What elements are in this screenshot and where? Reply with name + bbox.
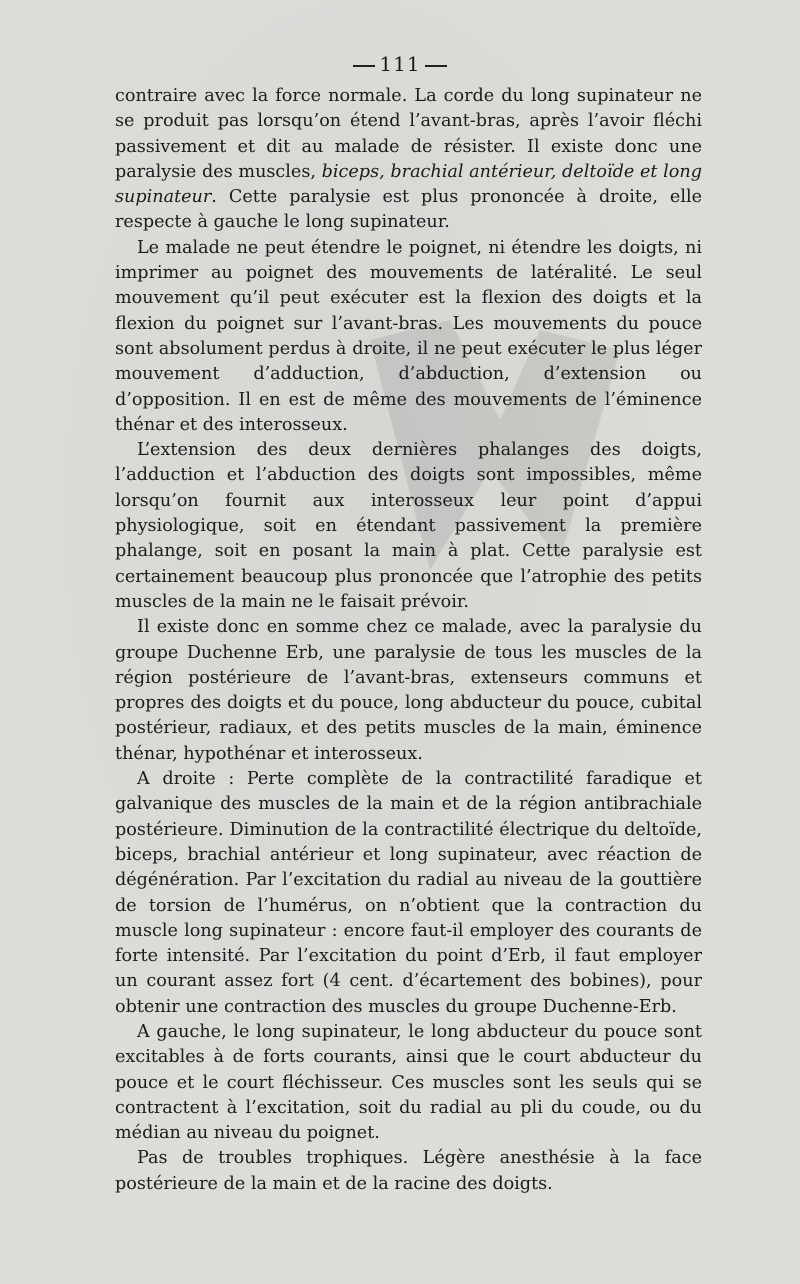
paragraph-p7 bbox=[115, 1146, 702, 1197]
page-number-dash-right bbox=[425, 65, 447, 67]
paragraph-p2 bbox=[115, 236, 702, 438]
paragraph-text: A gauche, le long supinateur, le long abducteur du pouce sont excitables à de forts courants, ainsi que le court abducteur du pouce et le court fléchisseur. Ces muscles sont les seuls qui se contractent à l’excitation, soit du radial au pli du coude, ou du médian au niveau du poignet. bbox=[115, 1021, 702, 1144]
italic-text: biceps, brachial antérieur, deltoïde et long supinateur bbox=[115, 161, 702, 208]
paragraph-p1 bbox=[115, 84, 702, 236]
page-number-text: 111 bbox=[379, 52, 421, 76]
paragraph-p5 bbox=[115, 767, 702, 1020]
paragraph-p6 bbox=[115, 1020, 702, 1146]
paragraph-p4 bbox=[115, 615, 702, 767]
paragraph-text: Le malade ne peut étendre le poignet, ni étendre les doigts, ni imprimer au poignet des mouvements de latéralité. Le seul mouvement qu’il peut exécuter est la flexion des doigts et la flexion du poignet sur l’avant-bras. Les mouvements du pouce sont absolument perdus à droite, il ne peut exécuter le plus léger mouvement d’adduction, d’abduction, d’extension ou d’opposition. Il en est de même des mouvements de l’éminence thénar et des interosseux. bbox=[115, 237, 702, 435]
paragraph-text: . Cette paralysie est plus prononcée à droite, elle respecte à gauche le long supinateur. bbox=[115, 187, 702, 233]
paragraph-text: A droite : Perte complète de la contractilité faradique et galvanique des muscles de la main et de la région antibrachiale postérieure. Diminution de la contractilité électrique du deltoïde, biceps, brachial antérieur et long supinateur, avec réaction de dégénération. Par l’excitation du radial au niveau de la gouttière de torsion de l’humérus, on n’obtient que la contraction du muscle long supinateur : encore faut-il employer des courants de forte intensité. Par l’excitation du point d’Erb, il faut employer un courant assez fort (4 cent. d’écartement des bobines), pour obtenir une contraction des muscles du groupe Duchenne-Erb. bbox=[115, 769, 702, 1017]
paragraph-text: contraire avec la force normale. La corde du long supinateur ne se produit pas lorsqu’on étend l’avant-bras, après l’avoir fléchi passivement et dit au malade de résister. Il existe donc une paralysie des muscles, bbox=[115, 86, 702, 182]
page-number bbox=[0, 52, 800, 76]
paragraph-text: Pas de troubles trophiques. Légère anesthésie à la face postérieure de la main et de la racine des doigts. bbox=[115, 1148, 702, 1194]
page-number-dash-left bbox=[353, 65, 375, 67]
paragraph-p3 bbox=[115, 438, 702, 615]
paragraph-text: Il existe donc en somme chez ce malade, avec la paralysie du groupe Duchenne Erb, une paralysie de tous les muscles de la région postérieure de l’avant-bras, extenseurs communs et propres des doigts et du pouce, long abducteur du pouce, cubital postérieur, radiaux, et des petits muscles de la main, éminence thénar, hypothénar et interosseux. bbox=[115, 617, 702, 764]
paragraph-text: L’extension des deux dernières phalanges des doigts, l’adduction et l’abduction des doigts sont impossibles, même lorsqu’on fournit aux interosseux leur point d’appui physiologique, soit en étendant passivement la première phalange, soit en posant la main à plat. Cette paralysie est certainement beaucoup plus prononcée que l’atrophie des petits muscles de la main ne le faisait prévoir. bbox=[115, 440, 702, 612]
body-text bbox=[115, 84, 702, 1197]
